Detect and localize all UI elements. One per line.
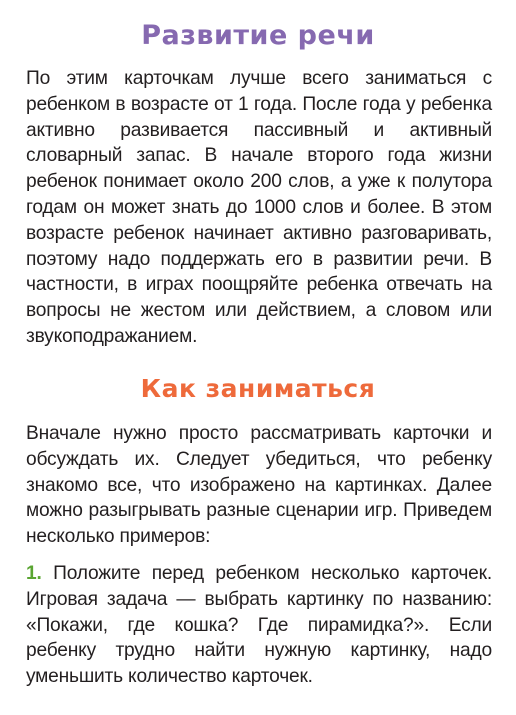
- section-title-speech-development: Развитие речи: [141, 20, 375, 51]
- list-item-number: 1.: [26, 563, 42, 584]
- list-item-text: Положите перед ребенком несколько карточек. Игровая задача — выбрать картинку по названию: «Покажи, где кошка? Где пирамидка?». Если ребенку трудно найти нужную картинку, надо уменьшить количество карточек.: [26, 563, 492, 688]
- list-item: [26, 561, 492, 690]
- section-title-how-to-practice: Как заниматься: [140, 374, 376, 403]
- section-paragraph-speech-development: По этим карточкам лучше всего заниматься с ребенком в возрасте от 1 года. После года у ребенка активно развивается пассивный и активный словарный запас. В начале второго года жизни ребенок понимает около 200 слов, а уже к полутора годам он может знать до 1000 слов и более. В этом возрасте ребенок начинает активно разговаривать, поэтому надо поддержать его в развитии речи. В частности, в играх поощряйте ребенка отвечать на вопросы не жестом или действием, а словом или звукоподражанием.: [26, 68, 492, 347]
- section-paragraph-how-to-practice: Вначале нужно просто рассматривать карточки и обсуждать их. Следует убедиться, что ребенку знакомо все, что изображено на картинках. Далее можно разыгрывать разные сценарии игр. Приведем несколько примеров:: [26, 423, 492, 548]
